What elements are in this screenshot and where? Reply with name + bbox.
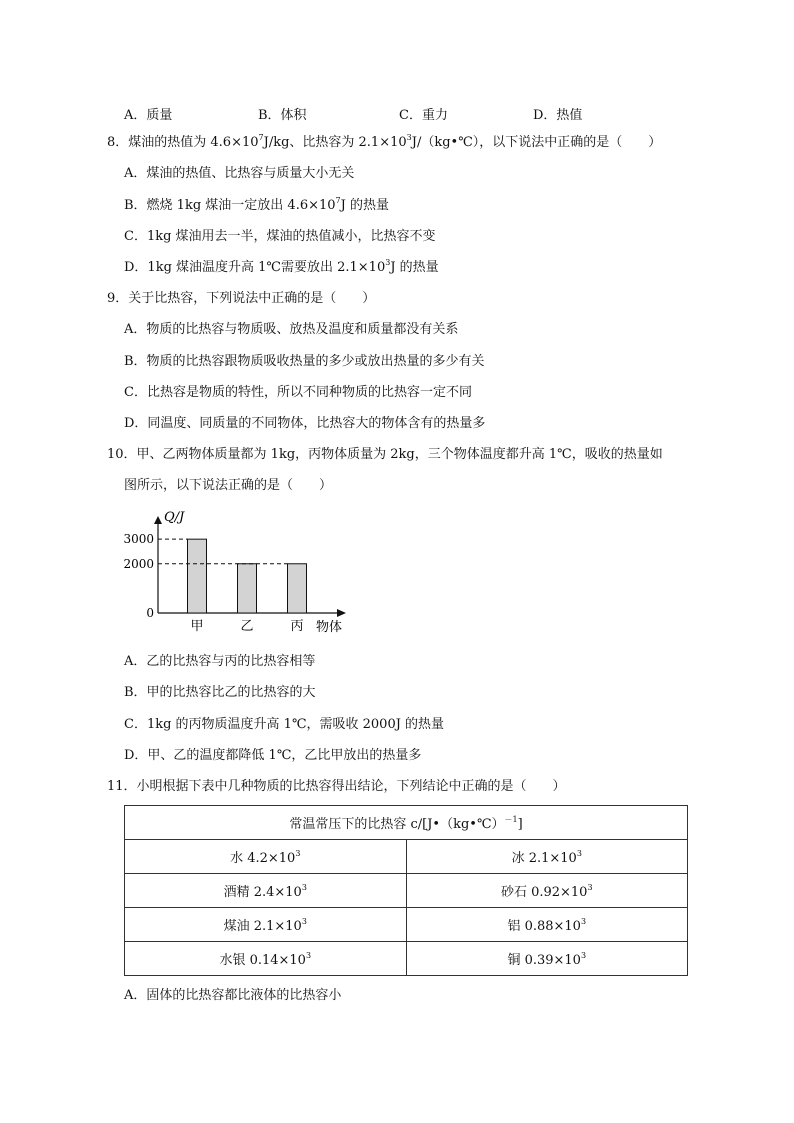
table-header-row [125,806,688,840]
x-tick-label: 甲 [190,619,204,634]
chart-bar [288,564,307,613]
y-tick-label: 2000 [123,556,154,571]
q9-stem: 9．关于比热容，下列说法中正确的是（ ） [107,291,376,306]
table-cell: 酒精 $2.4\times 10^3$ [125,874,407,908]
y-axis-arrow-icon [154,516,162,524]
q10-stem-line2: 图所示，以下说法正确的是（ ） [124,478,333,493]
table-cell: 水 $4.2\times 10^3$ [125,840,407,874]
x-tick-label: 丙 [290,619,304,634]
table-row [125,874,688,908]
y-axis-label: Q/J [164,510,185,525]
q10-stem-line1: 10．甲、乙两物体质量都为 1kg，丙物体质量为 2kg，三个物体温度都升高 1℃，吸收的热量如 [107,447,663,462]
q10-option-d: D．甲、乙的温度都降低 1℃，乙比甲放出的热量多 [124,748,422,763]
x-axis-arrow-icon [337,609,346,617]
y-tick-label: 3000 [123,532,154,547]
table-cell: 水银 $0.14\times 10^3$ [125,942,407,976]
q11-stem: 11．小明根据下表中几种物质的比热容得出结论，下列结论中正确的是（ ） [107,779,566,794]
q9-option-a: A．物质的比热容与物质吸、放热及温度和质量都没有关系 [124,322,459,337]
q9-option-d: D．同温度、同质量的不同物体，比热容大的物体含有的热量多 [124,416,486,431]
q7-option-c: C．重力 [399,108,448,123]
specific-heat-table [124,805,688,976]
table-row [125,942,688,976]
q10-bar-chart [110,505,370,635]
q8-option-b: B．燃烧 1kg 煤油一定放出 $4.6\times 10^7J$ 的热量 [124,196,389,213]
q8-option-c: C．1kg 煤油用去一半，煤油的热值减小，比热容不变 [124,229,436,244]
q8-stem: 8．煤油的热值为 $4.6\times 10^7J/kg$、比热容为 $2.1\times 10^3J/(kg•℃)$，以下说法中正确的是（ ） [107,133,662,150]
q7-option-d: D．热值 [533,108,583,123]
q11-option-a: A．固体的比热容都比液体的比热容小 [124,988,342,1003]
table-cell: 铜 $0.39\times 10^3$ [406,942,688,976]
table-cell: 冰 $2.1\times 10^3$ [406,840,688,874]
q10-option-b: B．甲的比热容比乙的比热容的大 [124,685,316,700]
q10-option-a: A．乙的比热容与丙的比热容相等 [124,654,316,669]
table-row [125,908,688,942]
table-cell: 铝 $0.88\times 10^3$ [406,908,688,942]
q7-option-b: B．体积 [258,108,307,123]
q7-option-a: A．质量 [124,108,173,123]
q10-option-c: C．1kg 的丙物质温度升高 1℃，需吸收 2000J 的热量 [124,717,445,732]
x-axis-label: 物体 [316,620,343,635]
y-tick-label: 0 [146,606,154,620]
q8-option-d: D．1kg 煤油温度升高 1℃需要放出 $2.1\times 10^3J$ 的热量 [124,258,439,275]
chart-bar [238,564,257,613]
chart-bar [188,539,207,613]
q8-option-a: A．煤油的热值、比热容与质量大小无关 [124,166,355,181]
q9-option-c: C．比热容是物质的特性，所以不同种物质的比热容一定不同 [124,385,472,400]
table-header-cell: 常温常压下的比热容 c/[J•（kg•℃）$^{-1}$] [125,806,688,840]
table-cell: 砂石 $0.92\times 10^3$ [406,874,688,908]
q9-option-b: B．物质的比热容跟物质吸收热量的多少或放出热量的多少有关 [124,354,485,369]
table-cell: 煤油 $2.1\times 10^3$ [125,908,407,942]
table-row [125,840,688,874]
x-tick-label: 乙 [240,619,254,634]
